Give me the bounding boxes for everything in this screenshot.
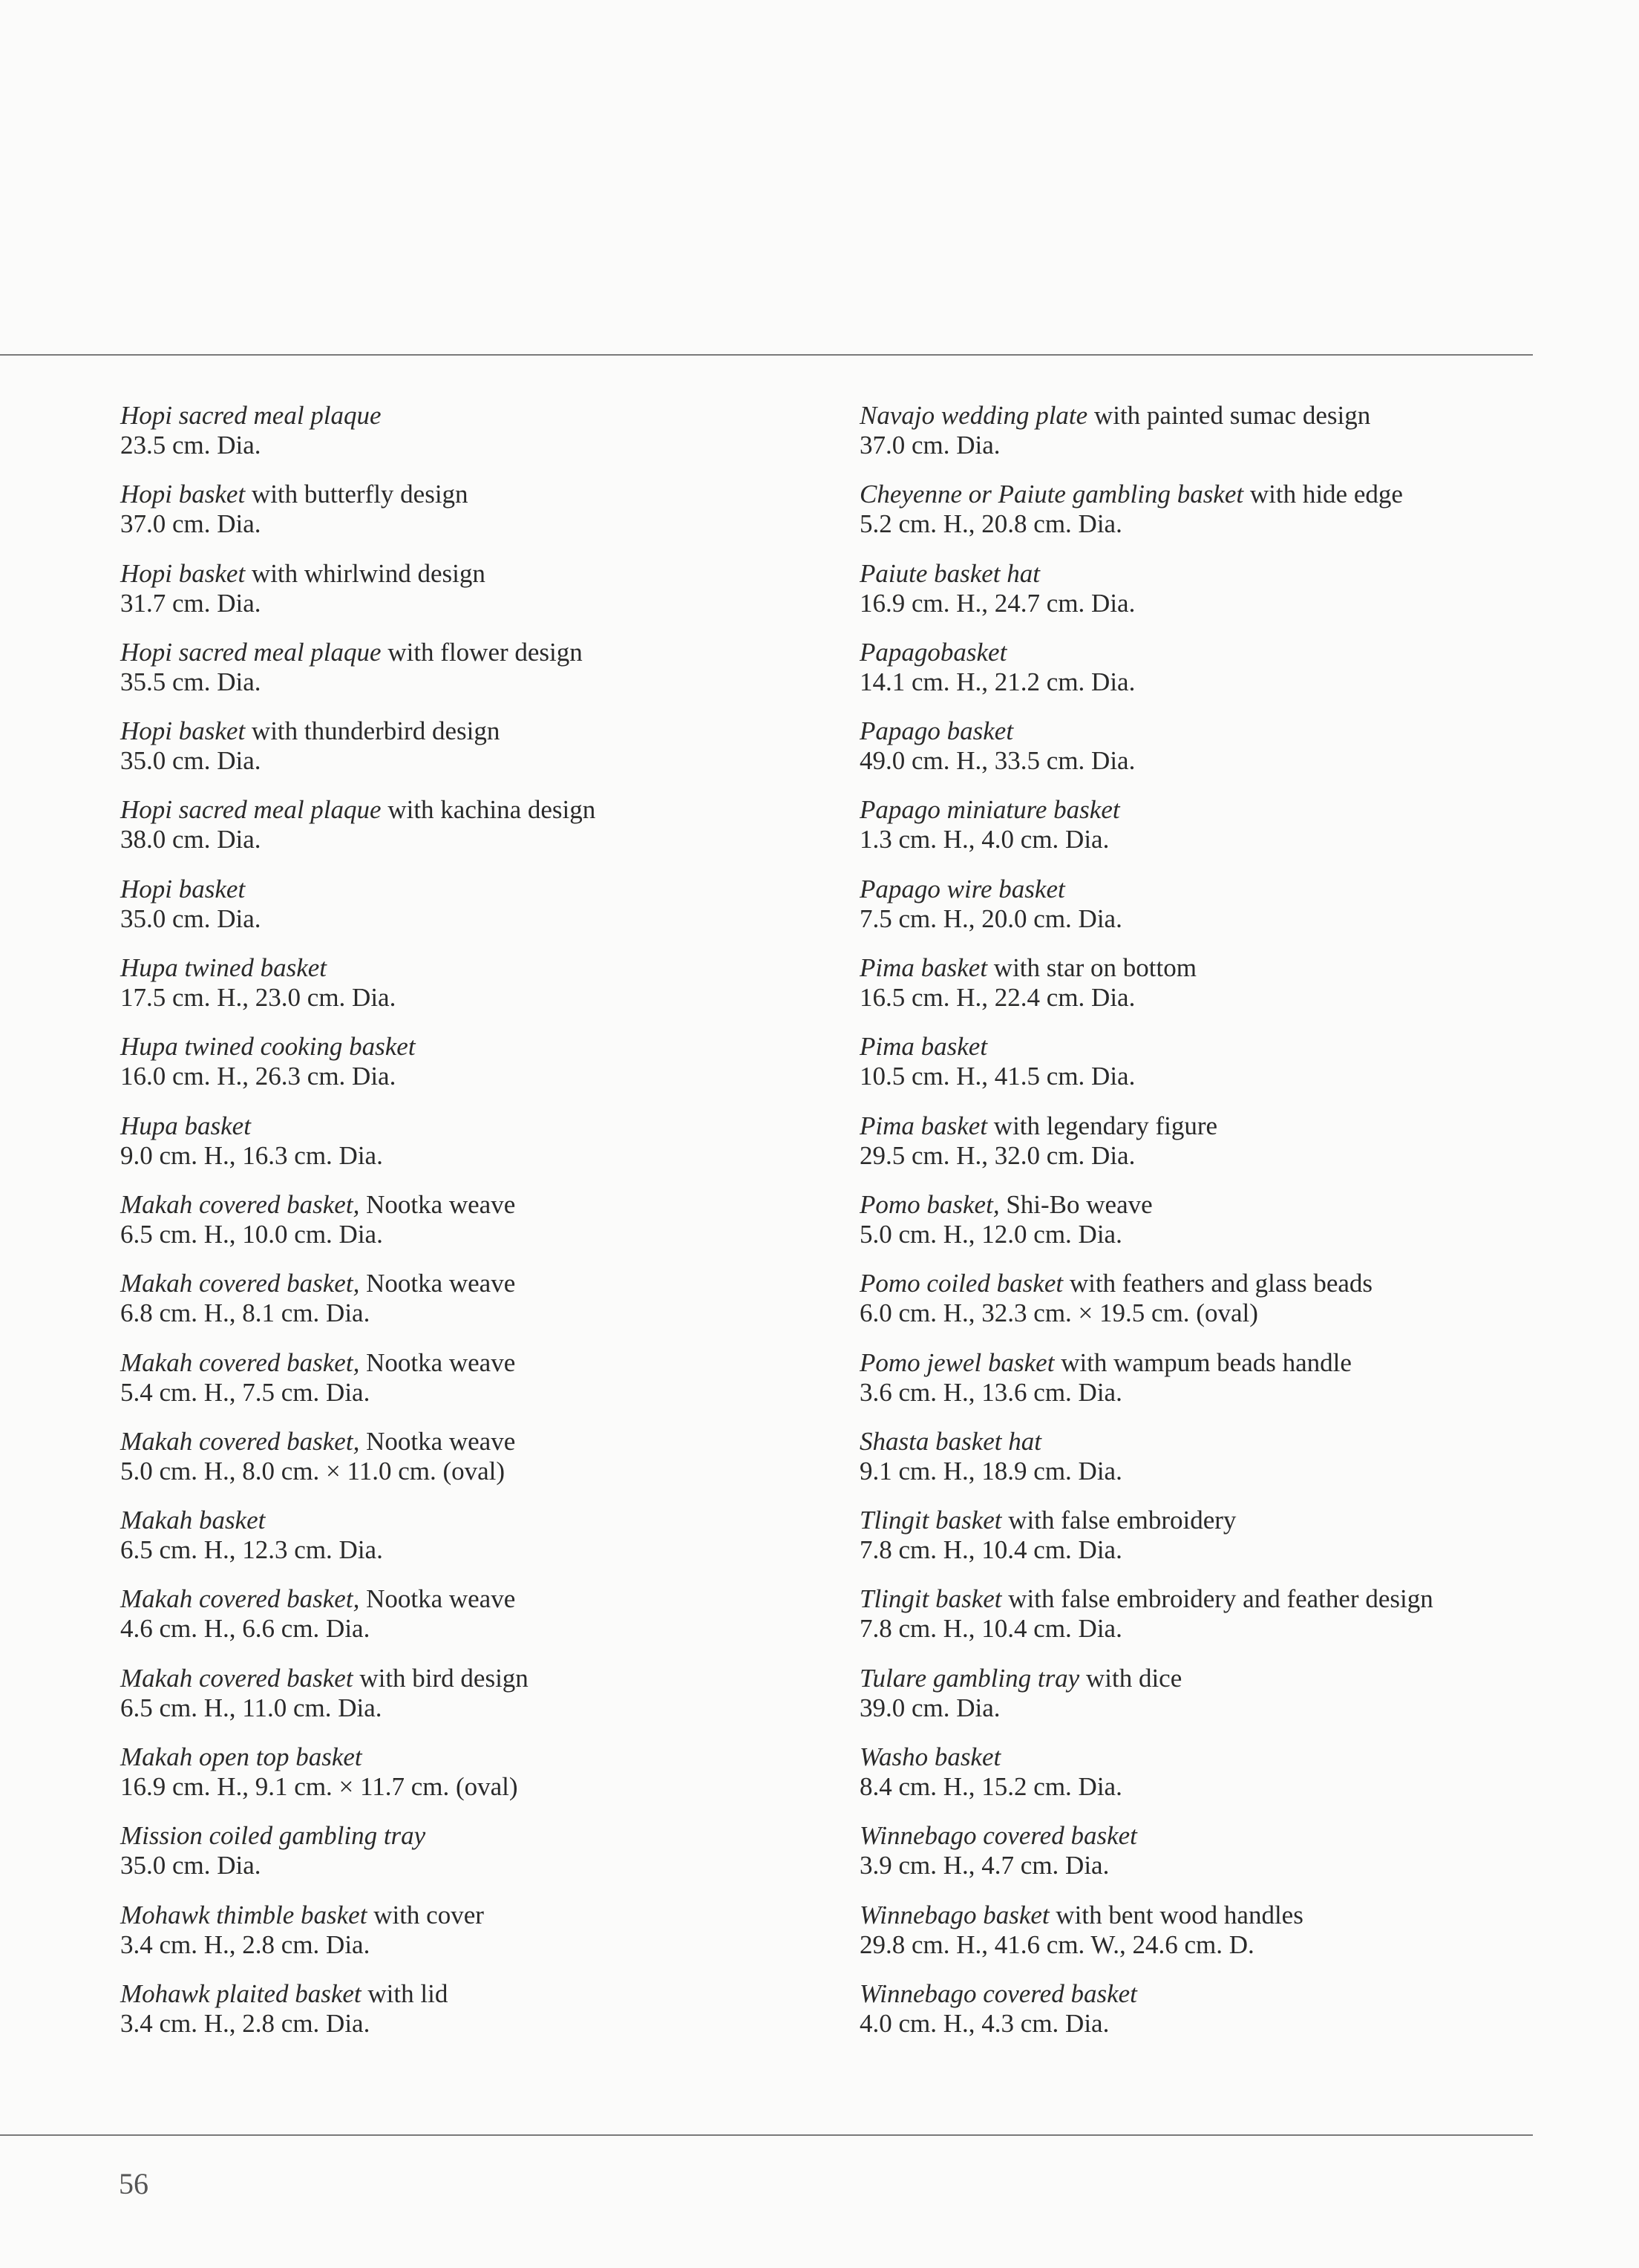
item-name: Hopi basket [120, 716, 246, 746]
catalog-entry [860, 1664, 1602, 1742]
item-name: Paiute basket hat [860, 558, 1041, 588]
item-description: with flower design [381, 637, 583, 667]
entry-title [120, 875, 833, 904]
item-name: Hupa twined basket [120, 953, 327, 983]
item-dimensions: 37.0 cm. Dia. [860, 431, 1001, 460]
item-name: Washo basket [860, 1742, 1001, 1772]
catalog-entry [120, 953, 833, 1032]
item-dimensions: 5.2 cm. H., 20.8 cm. Dia. [860, 509, 1122, 539]
item-dimensions: 6.0 cm. H., 32.3 cm. × 19.5 cm. (oval) [860, 1298, 1258, 1328]
entry-title [860, 1190, 1602, 1220]
entry-title [860, 1664, 1602, 1693]
catalog-entry [120, 638, 833, 716]
item-name: Hopi sacred meal plaque [120, 401, 382, 430]
item-description: Nootka weave [359, 1347, 516, 1377]
entry-title [860, 638, 1602, 667]
item-name: Hopi basket [120, 874, 246, 903]
entry-title [860, 1269, 1602, 1298]
item-dimensions: 17.5 cm. H., 23.0 cm. Dia. [120, 983, 396, 1013]
item-dimensions: 16.5 cm. H., 22.4 cm. Dia. [860, 983, 1136, 1013]
entry-title [120, 1032, 833, 1062]
item-name: Makah covered basket [120, 1663, 353, 1693]
catalog-entry [860, 401, 1602, 480]
catalog-entry [120, 1269, 833, 1347]
item-dimensions: 3.4 cm. H., 2.8 cm. Dia. [120, 2008, 370, 2038]
item-description: with false embroidery and feather design [1001, 1584, 1433, 1614]
item-description: with hide edge [1243, 480, 1403, 509]
bottom-rule [0, 2134, 1533, 2136]
catalog-entry [860, 1979, 1602, 2058]
entry-title [120, 1742, 833, 1772]
catalog-entry [860, 1111, 1602, 1190]
item-dimensions: 6.5 cm. H., 10.0 cm. Dia. [120, 1219, 383, 1249]
entry-title [120, 480, 833, 509]
item-dimensions: 4.0 cm. H., 4.3 cm. Dia. [860, 2008, 1110, 2038]
entry-title [860, 1506, 1602, 1535]
item-name: Tlingit basket [860, 1506, 1002, 1535]
item-name: Cheyenne or Paiute gambling basket [860, 480, 1244, 509]
item-dimensions: 1.3 cm. H., 4.0 cm. Dia. [860, 825, 1110, 854]
entry-title [120, 1979, 833, 2009]
item-dimensions: 6.5 cm. H., 12.3 cm. Dia. [120, 1535, 383, 1565]
item-name: Pomo jewel basket [860, 1347, 1055, 1377]
item-dimensions: 16.9 cm. H., 9.1 cm. × 11.7 cm. (oval) [120, 1772, 518, 1802]
item-description: with star on bottom [987, 953, 1197, 983]
item-description: with legendary figure [987, 1111, 1218, 1140]
catalog-entry [120, 1190, 833, 1269]
entry-title [860, 795, 1602, 825]
item-name: Winnebago basket [860, 1900, 1050, 1929]
item-description: with bent wood handles [1049, 1900, 1303, 1929]
item-name: Papago basket [860, 716, 1014, 746]
entry-title [120, 716, 833, 746]
entry-title [860, 716, 1602, 746]
item-name: Makah open top basket [120, 1742, 362, 1772]
item-description: Shi-Bo weave [999, 1189, 1153, 1219]
item-dimensions: 6.8 cm. H., 8.1 cm. Dia. [120, 1298, 370, 1328]
catalog-entry [860, 1742, 1602, 1821]
item-name: Hopi basket [120, 558, 246, 588]
item-description: with cover [367, 1900, 484, 1929]
catalog-entry [860, 1032, 1602, 1111]
catalog-entry [860, 1506, 1602, 1584]
catalog-entry [860, 559, 1602, 638]
item-dimensions: 35.0 cm. Dia. [120, 903, 261, 933]
item-dimensions: 35.5 cm. Dia. [120, 667, 261, 696]
item-name: Tulare gambling tray [860, 1663, 1080, 1693]
item-description: with whirlwind design [245, 558, 485, 588]
entry-title [120, 1190, 833, 1220]
item-name: Mohawk plaited basket [120, 1978, 362, 2008]
catalog-entry [860, 1584, 1602, 1663]
entry-title [120, 953, 833, 983]
item-dimensions: 9.1 cm. H., 18.9 cm. Dia. [860, 1456, 1122, 1486]
entry-title [120, 401, 833, 431]
entry-title [860, 1111, 1602, 1141]
catalog-entry [120, 875, 833, 953]
catalog-entry [860, 795, 1602, 874]
item-dimensions: 16.0 cm. H., 26.3 cm. Dia. [120, 1062, 396, 1091]
entry-title [860, 1901, 1602, 1930]
entry-title [860, 401, 1602, 431]
item-dimensions: 5.4 cm. H., 7.5 cm. Dia. [120, 1377, 370, 1407]
item-description: with painted sumac design [1087, 401, 1371, 430]
item-name: Makah basket [120, 1506, 266, 1535]
entry-title [120, 1584, 833, 1614]
item-dimensions: 38.0 cm. Dia. [120, 825, 261, 854]
catalog-entry [120, 1032, 833, 1111]
item-name: Winnebago covered basket [860, 1978, 1137, 2008]
catalog-entry [120, 1901, 833, 1979]
catalog-entry [860, 1348, 1602, 1427]
item-dimensions: 10.5 cm. H., 41.5 cm. Dia. [860, 1062, 1136, 1091]
catalog-column-right [860, 401, 1602, 2058]
catalog-column-left [120, 401, 833, 2058]
catalog-entry [860, 1427, 1602, 1506]
item-dimensions: 35.0 cm. Dia. [120, 1851, 261, 1880]
item-name: Hopi sacred meal plaque [120, 795, 382, 825]
item-dimensions: 29.5 cm. H., 32.0 cm. Dia. [860, 1140, 1136, 1170]
item-dimensions: 14.1 cm. H., 21.2 cm. Dia. [860, 667, 1136, 696]
entry-title [120, 1269, 833, 1298]
item-dimensions: 5.0 cm. H., 12.0 cm. Dia. [860, 1219, 1122, 1249]
entry-title [860, 1742, 1602, 1772]
item-name: Papagobasket [860, 637, 1007, 667]
catalog-entry [120, 401, 833, 480]
item-name: Winnebago covered basket [860, 1821, 1137, 1851]
item-dimensions: 4.6 cm. H., 6.6 cm. Dia. [120, 1614, 370, 1644]
item-name: Tlingit basket [860, 1584, 1002, 1614]
item-dimensions: 3.9 cm. H., 4.7 cm. Dia. [860, 1851, 1110, 1880]
item-dimensions: 16.9 cm. H., 24.7 cm. Dia. [860, 588, 1136, 618]
item-description: Nootka weave [359, 1584, 516, 1614]
item-name: Makah covered basket, [120, 1347, 360, 1377]
catalog-entry [860, 1901, 1602, 1979]
item-name: Navajo wedding plate [860, 401, 1088, 430]
item-name: Pima basket [860, 953, 988, 983]
item-dimensions: 39.0 cm. Dia. [860, 1693, 1001, 1722]
catalog-entry [120, 1979, 833, 2058]
catalog-entry [120, 1584, 833, 1663]
item-description: with wampum beads handle [1054, 1347, 1352, 1377]
entry-title [860, 1032, 1602, 1062]
catalog-entry [860, 638, 1602, 716]
item-dimensions: 6.5 cm. H., 11.0 cm. Dia. [120, 1693, 382, 1722]
catalog-entry [120, 1821, 833, 1900]
top-rule [0, 354, 1533, 356]
entry-title [120, 1821, 833, 1851]
catalog-entry [860, 480, 1602, 558]
item-dimensions: 3.6 cm. H., 13.6 cm. Dia. [860, 1377, 1122, 1407]
catalog-entry [120, 1742, 833, 1821]
item-dimensions: 23.5 cm. Dia. [120, 431, 261, 460]
entry-title [120, 1901, 833, 1930]
entry-title [120, 1506, 833, 1535]
catalog-entry [860, 1190, 1602, 1269]
item-name: Hupa basket [120, 1111, 251, 1140]
entry-title [860, 1348, 1602, 1378]
catalog-entry [860, 716, 1602, 795]
item-dimensions: 7.5 cm. H., 20.0 cm. Dia. [860, 903, 1122, 933]
item-name: Papago miniature basket [860, 795, 1120, 825]
catalog-entry [860, 1821, 1602, 1900]
item-description: Nootka weave [359, 1426, 516, 1456]
item-dimensions: 3.4 cm. H., 2.8 cm. Dia. [120, 1929, 370, 1959]
item-dimensions: 7.8 cm. H., 10.4 cm. Dia. [860, 1535, 1122, 1565]
entry-title [120, 1427, 833, 1457]
item-description: with dice [1079, 1663, 1182, 1693]
entry-title [860, 1427, 1602, 1457]
entry-title [860, 953, 1602, 983]
entry-title [860, 559, 1602, 589]
item-description: with bird design [353, 1663, 529, 1693]
item-dimensions: 37.0 cm. Dia. [120, 509, 261, 539]
item-name: Pomo coiled basket [860, 1269, 1064, 1298]
item-name: Hopi basket [120, 480, 246, 509]
item-name: Makah covered basket, [120, 1584, 360, 1614]
item-description: with lid [361, 1978, 448, 2008]
entry-title [120, 1664, 833, 1693]
catalog-entry [120, 1664, 833, 1742]
item-description: Nootka weave [359, 1269, 516, 1298]
item-dimensions: 7.8 cm. H., 10.4 cm. Dia. [860, 1614, 1122, 1644]
item-dimensions: 49.0 cm. H., 33.5 cm. Dia. [860, 746, 1136, 776]
item-name: Pima basket [860, 1111, 988, 1140]
item-name: Shasta basket hat [860, 1426, 1041, 1456]
catalog-entry [120, 480, 833, 558]
entry-title [120, 638, 833, 667]
item-description: with feathers and glass beads [1063, 1269, 1373, 1298]
item-name: Hupa twined cooking basket [120, 1032, 416, 1062]
entry-title [120, 1111, 833, 1141]
item-dimensions: 31.7 cm. Dia. [120, 588, 261, 618]
catalog-entry [120, 1427, 833, 1506]
catalog-entry [120, 1111, 833, 1190]
item-name: Mission coiled gambling tray [120, 1821, 426, 1851]
item-name: Pima basket [860, 1032, 988, 1062]
entry-title [120, 1348, 833, 1378]
item-name: Mohawk thimble basket [120, 1900, 367, 1929]
item-dimensions: 9.0 cm. H., 16.3 cm. Dia. [120, 1140, 383, 1170]
catalog-entry [860, 953, 1602, 1032]
catalog-entry [120, 559, 833, 638]
item-name: Papago wire basket [860, 874, 1065, 903]
item-name: Makah covered basket, [120, 1189, 360, 1219]
catalog-entry [120, 1506, 833, 1584]
item-dimensions: 8.4 cm. H., 15.2 cm. Dia. [860, 1772, 1122, 1802]
item-description: with thunderbird design [245, 716, 500, 746]
item-description: with kachina design [381, 795, 596, 825]
entry-title [860, 480, 1602, 509]
entry-title [860, 1821, 1602, 1851]
item-name: Hopi sacred meal plaque [120, 637, 382, 667]
entry-title [860, 875, 1602, 904]
catalog-entry [120, 795, 833, 874]
item-dimensions: 5.0 cm. H., 8.0 cm. × 11.0 cm. (oval) [120, 1456, 506, 1486]
item-name: Makah covered basket, [120, 1426, 360, 1456]
entry-title [120, 559, 833, 589]
page-number: 56 [119, 2167, 148, 2200]
item-description: with butterfly design [245, 480, 468, 509]
item-dimensions: 29.8 cm. H., 41.6 cm. W., 24.6 cm. D. [860, 1929, 1254, 1959]
catalog-entry [120, 716, 833, 795]
item-dimensions: 35.0 cm. Dia. [120, 746, 261, 776]
item-description: Nootka weave [359, 1189, 516, 1219]
entry-title [860, 1979, 1602, 2009]
entry-title [860, 1584, 1602, 1614]
catalog-entry [860, 1269, 1602, 1347]
item-description: with false embroidery [1001, 1506, 1237, 1535]
entry-title [120, 795, 833, 825]
catalog-entry [860, 875, 1602, 953]
catalog-entry [120, 1348, 833, 1427]
item-name: Makah covered basket, [120, 1269, 360, 1298]
item-name: Pomo basket, [860, 1189, 1000, 1219]
